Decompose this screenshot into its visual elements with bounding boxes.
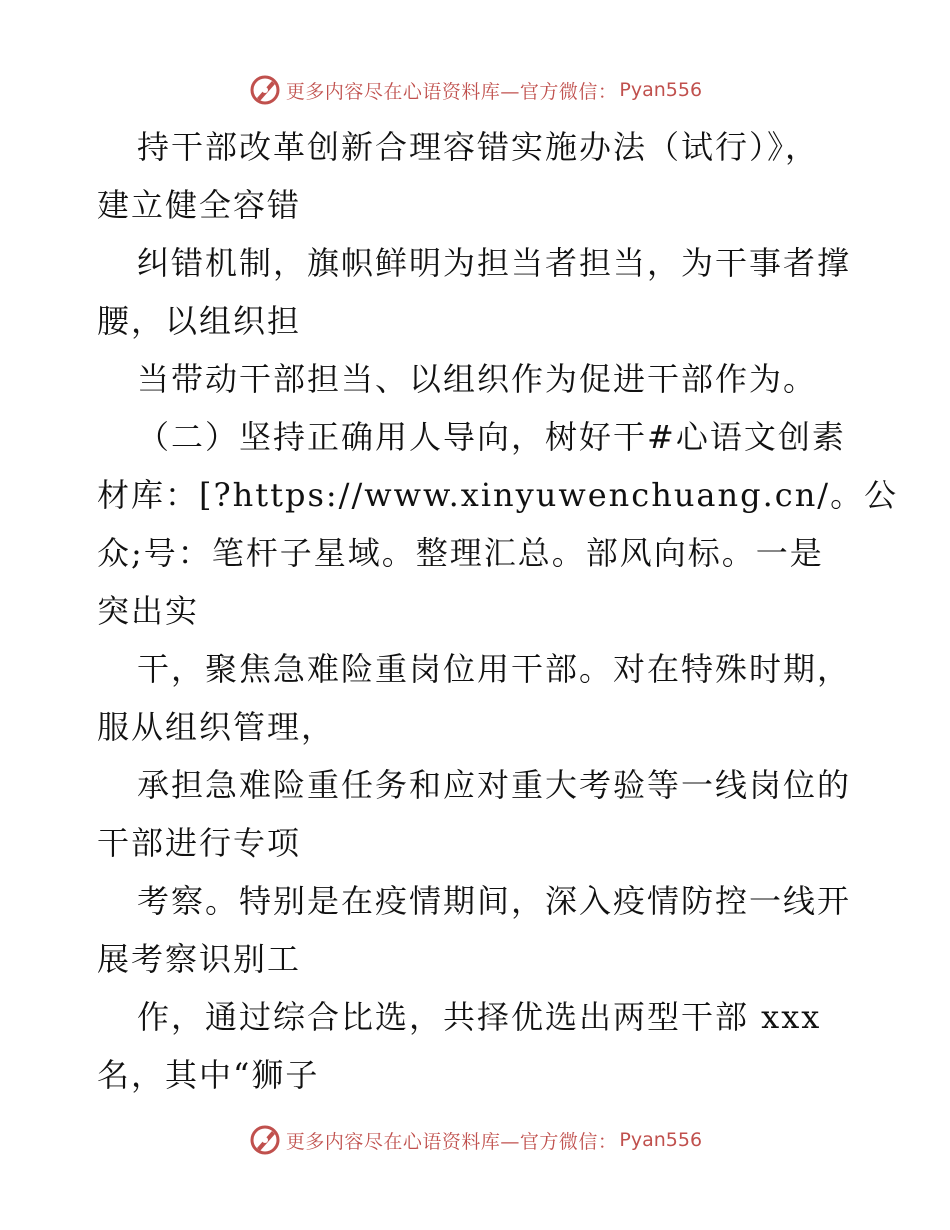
pen-circle-logo-icon bbox=[248, 1123, 282, 1157]
body-text-line: 突出实 bbox=[97, 592, 200, 630]
body-text-line: 服从组织管理， bbox=[97, 708, 336, 746]
body-text-line: 干部进行专项 bbox=[97, 824, 302, 862]
body-text-line: 考察。特别是在疫情期间，深入疫情防控一线开 bbox=[137, 882, 852, 920]
body-text-line: 展考察识别工 bbox=[97, 940, 302, 978]
body-text-line: 建立健全容错 bbox=[97, 186, 302, 224]
body-text-line: 材库：[?https://www.xinyuwenchuang.cn/。公 bbox=[97, 476, 899, 514]
banner-text: 更多内容尽在心语资料库—官方微信： bbox=[285, 1130, 618, 1153]
body-text-line: （二）坚持正确用人导向，树好干#心语文创素 bbox=[137, 418, 846, 456]
header-banner bbox=[0, 70, 950, 110]
body-text-line: 持干部改革创新合理容错实施办法（试行）》， bbox=[137, 128, 820, 166]
body-text-line: 承担急难险重任务和应对重大考验等一线岗位的 bbox=[137, 766, 852, 804]
banner-wechat-id: Pyan556 bbox=[619, 79, 703, 101]
body-text-line: 干，聚焦急难险重岗位用干部。对在特殊时期， bbox=[137, 650, 852, 688]
document-body bbox=[97, 118, 899, 1104]
body-text-line: 作，通过综合比选，共择优选出两型干部 xxx bbox=[137, 998, 822, 1036]
banner-wechat-id: Pyan556 bbox=[619, 1129, 703, 1151]
footer-banner bbox=[0, 1120, 950, 1160]
pen-circle-logo-icon bbox=[248, 73, 282, 107]
body-text-line: 纠错机制，旗帜鲜明为担当者担当，为干事者撑 bbox=[137, 244, 852, 282]
body-text-line: 腰，以组织担 bbox=[97, 302, 302, 340]
body-text-line: 名，其中“狮子 bbox=[97, 1056, 320, 1094]
body-text-line: 当带动干部担当、以组织作为促进干部作为。 bbox=[137, 360, 818, 398]
banner-text: 更多内容尽在心语资料库—官方微信： bbox=[285, 80, 618, 103]
body-text-line: 众;号：笔杆子星域。整理汇总。部风向标。一是 bbox=[97, 534, 824, 572]
